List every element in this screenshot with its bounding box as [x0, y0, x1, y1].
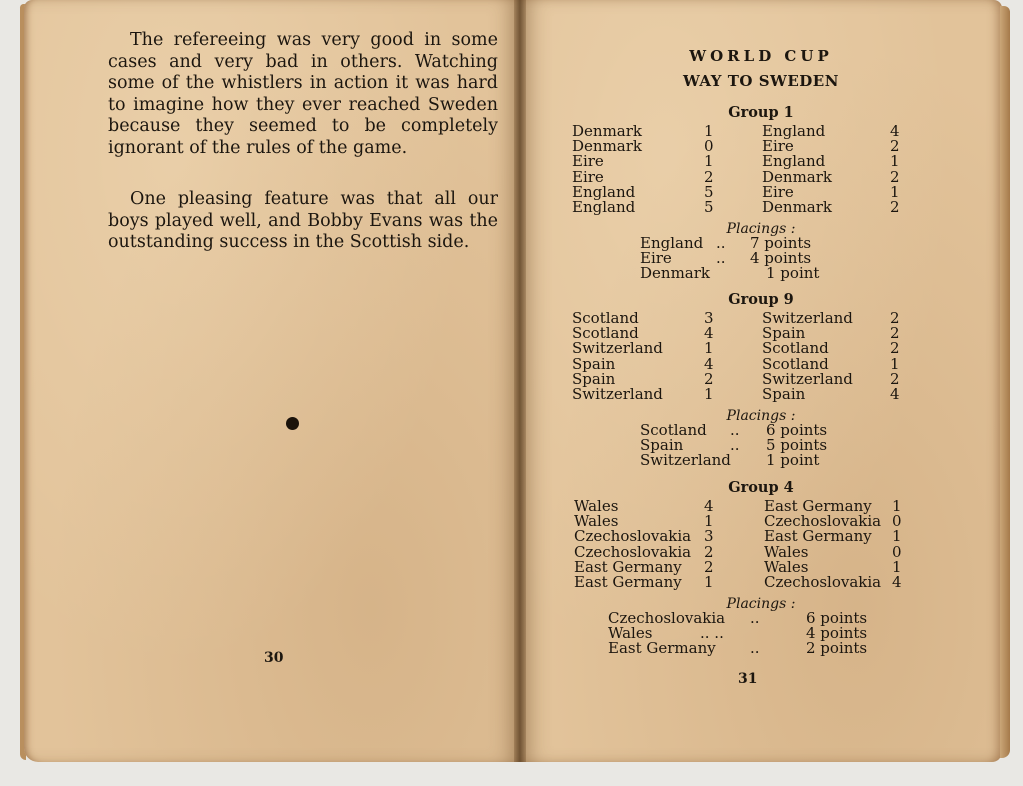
match-row — [572, 384, 902, 403]
home-team: Denmark — [572, 137, 642, 156]
placing-dots: .. — [716, 234, 726, 252]
group-heading: Group 9 — [728, 291, 794, 308]
placings-group-1 — [640, 236, 860, 281]
placing-dots: .. — [750, 639, 760, 657]
placings-label: Placings : — [726, 596, 796, 612]
placing-team: Czechoslovakia — [608, 609, 726, 627]
home-score: 2 — [704, 369, 714, 388]
home-score: 2 — [704, 557, 714, 576]
away-team: East Germany — [764, 527, 872, 546]
placing-points: 2 points — [806, 639, 868, 657]
placing-points: 5 points — [766, 436, 828, 454]
home-score: 1 — [704, 152, 714, 171]
away-team: Wales — [764, 542, 809, 561]
away-score: 4 — [892, 572, 902, 591]
away-score: 2 — [890, 137, 900, 156]
home-score: 2 — [704, 542, 714, 561]
away-score: 1 — [892, 527, 902, 546]
away-score: 4 — [890, 122, 900, 140]
page-number-left: 30 — [264, 650, 284, 666]
away-score: 4 — [890, 384, 900, 403]
placing-dots: .. .. — [700, 624, 724, 642]
away-score: 2 — [890, 324, 900, 343]
away-score: 2 — [890, 197, 900, 216]
home-score: 1 — [704, 384, 714, 403]
away-score: 1 — [890, 182, 900, 201]
home-team: England — [572, 197, 636, 216]
home-score: 1 — [704, 122, 714, 140]
away-score: 1 — [892, 497, 902, 515]
away-team: Eire — [762, 182, 794, 201]
home-team: Wales — [574, 512, 619, 531]
placing-team: Spain — [640, 436, 684, 454]
home-score: 5 — [704, 182, 714, 201]
away-score: 2 — [890, 309, 900, 327]
home-team: Scotland — [572, 324, 639, 343]
home-score: 0 — [704, 137, 714, 156]
placing-row — [640, 453, 860, 468]
home-team: Denmark — [572, 122, 642, 140]
page-title: WORLD CUP — [689, 47, 833, 65]
paragraph-refereeing: The refereeing was very good in some cases and very bad in others. Watching some of the whistlers in action it was hard to imagine how they ever reached Sweden because they seemed to be completely ignorant of the rules of the game. — [108, 30, 498, 158]
away-team: Switzerland — [762, 309, 853, 327]
away-score: 2 — [890, 167, 900, 186]
page-number-right: 31 — [738, 671, 758, 687]
away-team: England — [762, 152, 826, 171]
home-team: Czechoslovakia — [574, 527, 692, 546]
placing-row — [608, 641, 878, 656]
away-team: Denmark — [762, 197, 832, 216]
placing-dots: .. — [750, 609, 760, 627]
placing-dots: .. — [716, 249, 726, 267]
placings-group-9 — [640, 423, 860, 468]
home-team: Scotland — [572, 309, 639, 327]
home-team: East Germany — [574, 572, 682, 591]
placing-team: Wales — [608, 624, 653, 642]
placings-group-4 — [608, 611, 878, 656]
away-team: Switzerland — [762, 369, 853, 388]
away-team: Eire — [762, 137, 794, 156]
away-team: East Germany — [764, 497, 872, 515]
placing-dots: .. — [730, 436, 740, 454]
home-team: Eire — [572, 167, 604, 186]
home-score: 5 — [704, 197, 714, 216]
away-score: 2 — [890, 369, 900, 388]
placing-row — [640, 266, 860, 281]
open-book — [20, 0, 1010, 768]
home-score: 3 — [704, 527, 714, 546]
placing-points: 1 point — [766, 451, 820, 469]
placing-team: Scotland — [640, 421, 707, 439]
group-heading: Group 4 — [728, 479, 794, 496]
results-table-group-4 — [574, 499, 914, 590]
away-team: Czechoslovakia — [764, 512, 882, 531]
placing-points: 6 points — [806, 609, 868, 627]
placing-dots: .. — [730, 421, 740, 439]
match-row — [572, 154, 902, 169]
home-team: Wales — [574, 497, 619, 515]
home-team: Spain — [572, 369, 616, 388]
home-score: 2 — [704, 167, 714, 186]
book-edge-right — [1000, 6, 1010, 758]
placing-team: England — [640, 234, 704, 252]
away-team: England — [762, 122, 826, 140]
home-score: 4 — [704, 324, 714, 343]
home-team: Spain — [572, 354, 616, 373]
left-page — [24, 0, 520, 762]
placings-label: Placings : — [726, 221, 796, 237]
home-score: 4 — [704, 497, 714, 515]
placing-points: 4 points — [806, 624, 868, 642]
home-score: 4 — [704, 354, 714, 373]
match-row — [574, 572, 914, 591]
away-score: 2 — [890, 339, 900, 358]
home-score: 1 — [704, 572, 714, 591]
match-row — [572, 139, 902, 154]
away-score: 1 — [892, 557, 902, 576]
home-score: 3 — [704, 309, 714, 327]
results-table-group-1 — [572, 124, 902, 215]
book-spine — [514, 0, 526, 762]
ink-spot — [286, 417, 299, 430]
away-team: Denmark — [762, 167, 832, 186]
home-team: Eire — [572, 152, 604, 171]
home-score: 1 — [704, 339, 714, 358]
away-score: 1 — [890, 152, 900, 171]
placing-points: 7 points — [750, 234, 812, 252]
away-score: 0 — [892, 542, 902, 561]
away-team: Scotland — [762, 354, 829, 373]
match-row — [572, 341, 902, 356]
placing-team: East Germany — [608, 639, 716, 657]
page-subtitle: WAY TO SWEDEN — [683, 72, 839, 90]
placings-label: Placings : — [726, 408, 796, 424]
away-team: Scotland — [762, 339, 829, 358]
placing-points: 4 points — [750, 249, 812, 267]
results-table-group-9 — [572, 311, 902, 402]
away-team: Czechoslovakia — [764, 572, 882, 591]
home-team: Czechoslovakia — [574, 542, 692, 561]
away-team: Spain — [762, 384, 806, 403]
away-score: 0 — [892, 512, 902, 531]
home-team: Switzerland — [572, 384, 663, 403]
group-heading: Group 1 — [728, 104, 794, 121]
placing-team: Eire — [640, 249, 672, 267]
match-row — [572, 197, 902, 216]
placing-team: Denmark — [640, 264, 710, 282]
right-page — [520, 0, 1002, 762]
home-team: England — [572, 182, 636, 201]
away-score: 1 — [890, 354, 900, 373]
away-team: Wales — [764, 557, 809, 576]
paragraph-pleasing-feature: One pleasing feature was that all our boys played well, and Bobby Evans was the outstanding success in the Scottish side. — [108, 189, 498, 252]
placing-points: 1 point — [766, 264, 820, 282]
away-team: Spain — [762, 324, 806, 343]
home-score: 1 — [704, 512, 714, 531]
home-team: Switzerland — [572, 339, 663, 358]
placing-team: Switzerland — [640, 451, 731, 469]
home-team: East Germany — [574, 557, 682, 576]
placing-points: 6 points — [766, 421, 828, 439]
